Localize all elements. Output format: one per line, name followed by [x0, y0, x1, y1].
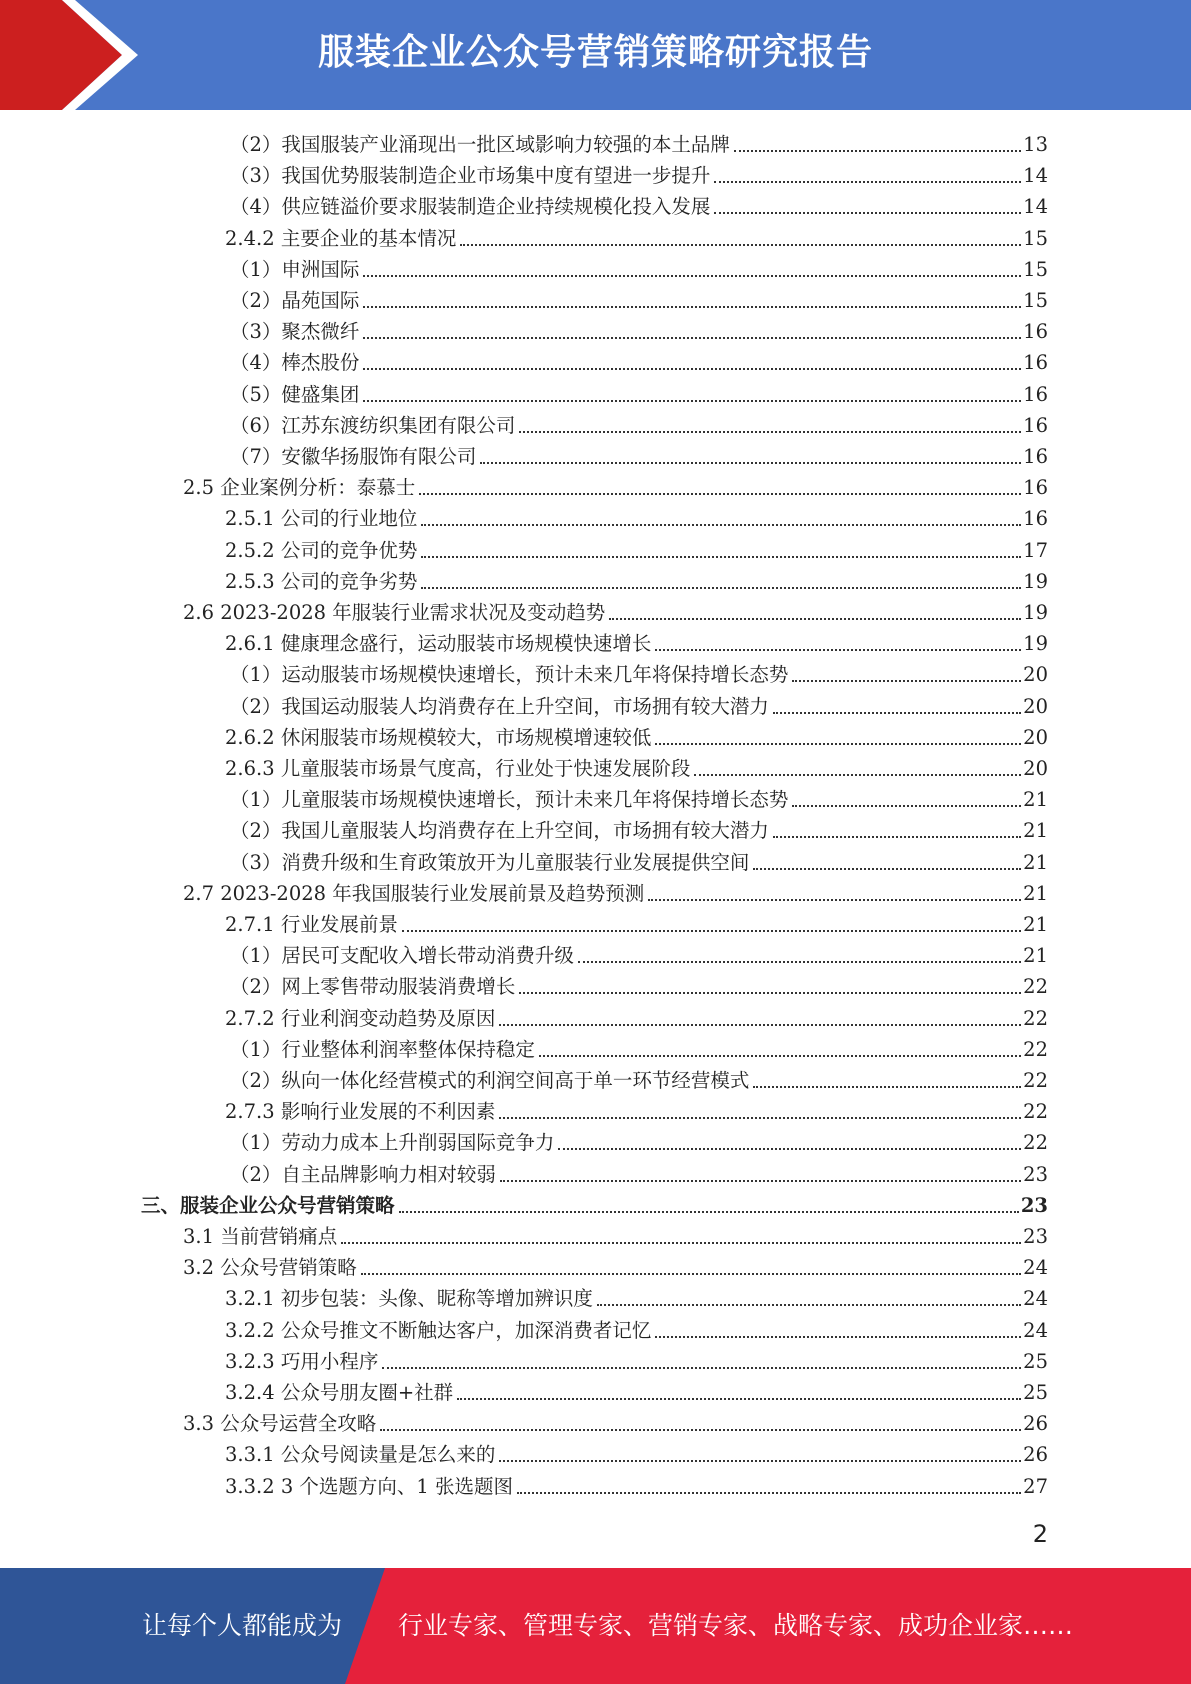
toc-entry[interactable]	[230, 690, 1048, 721]
toc-entry[interactable]	[225, 1376, 1048, 1407]
toc-entry[interactable]	[225, 1438, 1048, 1469]
toc-entry-page: 26	[1023, 1443, 1048, 1467]
toc-entry[interactable]	[183, 471, 1048, 502]
toc-entry[interactable]	[225, 1095, 1048, 1126]
toc-dot-leader	[499, 1024, 1021, 1026]
toc-entry-label: 2.7.1 行业发展前景	[225, 913, 398, 936]
toc-entry-page: 25	[1023, 1349, 1048, 1373]
toc-entry-label: （2）网上零售带动服装消费增长	[230, 975, 516, 999]
toc-entry-label: 2.4.2 主要企业的基本情况	[225, 226, 457, 250]
toc-dot-leader	[421, 524, 1021, 526]
toc-entry-page: 22	[1023, 1006, 1048, 1030]
toc-entry[interactable]	[225, 222, 1048, 253]
toc-entry[interactable]	[183, 596, 1048, 627]
toc-entry-page: 16	[1023, 445, 1048, 468]
toc-dot-leader	[519, 431, 1021, 433]
toc-entry[interactable]	[225, 752, 1048, 783]
toc-entry-label: 2.6 2023-2028 年服装行业需求状况及变动趋势	[183, 601, 606, 624]
toc-dot-leader	[694, 774, 1021, 776]
toc-entry-page: 14	[1023, 164, 1048, 188]
header-banner	[0, 0, 1191, 110]
toc-entry-label: 2.7.3 影响行业发展的不利因素	[225, 1100, 496, 1124]
toc-dot-leader	[500, 1180, 1021, 1182]
toc-dot-leader	[792, 805, 1021, 807]
toc-entry[interactable]	[225, 534, 1048, 565]
toc-entry[interactable]	[230, 284, 1048, 315]
toc-dot-leader	[539, 1055, 1021, 1057]
toc-entry-page: 23	[1020, 1193, 1048, 1217]
toc-entry[interactable]	[230, 939, 1048, 970]
toc-dot-leader	[773, 836, 1021, 838]
toc-entry-label: 2.6.3 儿童服装市场景气度高，行业处于快速发展阶段	[225, 757, 691, 780]
toc-entry-label: （2）我国服装产业涌现出一批区域影响力较强的本土品牌	[230, 133, 730, 156]
toc-entry-page: 16	[1023, 476, 1048, 500]
toc-dot-leader	[380, 1429, 1021, 1431]
toc-entry[interactable]	[225, 908, 1048, 939]
toc-dot-leader	[399, 1211, 1019, 1213]
toc-entry-label: 2.7.2 行业利润变动趋势及原因	[225, 1006, 496, 1030]
toc-dot-leader	[655, 743, 1021, 745]
toc-entry[interactable]	[230, 1033, 1048, 1064]
toc-entry[interactable]	[230, 128, 1048, 159]
toc-dot-leader	[753, 1086, 1021, 1088]
toc-entry-label: （1）儿童服装市场规模快速增长，预计未来几年将保持增长态势	[230, 788, 789, 812]
toc-entry[interactable]	[141, 1189, 1048, 1220]
toc-entry[interactable]	[230, 658, 1048, 689]
toc-entry-page: 22	[1023, 1037, 1048, 1061]
toc-entry-label: 2.6.1 健康理念盛行，运动服装市场规模快速增长	[225, 632, 652, 656]
toc-dot-leader	[648, 899, 1021, 901]
toc-entry[interactable]	[225, 1470, 1048, 1501]
toc-dot-leader	[714, 181, 1021, 183]
toc-dot-leader	[419, 493, 1021, 495]
toc-entry-page: 27	[1023, 1474, 1048, 1498]
toc-entry-label: 3.3.2 3 个选题方向、1 张选题图	[225, 1474, 514, 1498]
footer-banner	[0, 1568, 1191, 1684]
toc-entry[interactable]	[230, 440, 1048, 471]
toc-entry-label: （2）自主品牌影响力相对较弱	[230, 1162, 496, 1186]
toc-entry-label: （4）供应链溢价要求服装制造企业持续规模化投入发展	[230, 195, 711, 219]
toc-entry-label: （2）纵向一体化经营模式的利润空间高于单一环节经营模式	[230, 1069, 750, 1092]
toc-dot-leader	[421, 587, 1021, 589]
toc-entry-page: 16	[1023, 351, 1048, 375]
toc-entry-label: 3.3 公众号运营全攻略	[183, 1412, 377, 1436]
footer-slogan-left: 让每个人都能成为	[142, 1611, 343, 1640]
toc-dot-leader	[499, 1117, 1021, 1119]
toc-entry-page: 23	[1023, 1225, 1048, 1248]
toc-dot-leader	[460, 244, 1021, 246]
page-number: 2	[1032, 1520, 1048, 1548]
toc-entry-label: （3）聚杰微纤	[230, 320, 360, 344]
toc-entry-label: 3.3.1 公众号阅读量是怎么来的	[225, 1443, 496, 1467]
toc-entry-label: 3.2.3 巧用小程序	[225, 1349, 379, 1373]
toc-entry-page: 19	[1023, 632, 1048, 656]
toc-entry[interactable]	[230, 315, 1048, 346]
toc-dot-leader	[517, 1492, 1021, 1494]
toc-entry-page: 19	[1023, 601, 1048, 624]
toc-entry-label: 2.5.3 公司的竞争劣势	[225, 569, 418, 593]
toc-entry-page: 13	[1023, 133, 1048, 156]
toc-entry-page: 16	[1023, 320, 1048, 344]
toc-dot-leader	[753, 868, 1021, 870]
toc-entry[interactable]	[183, 1407, 1048, 1438]
toc-entry-label: （7）安徽华扬服饰有限公司	[230, 445, 477, 468]
toc-dot-leader	[499, 1460, 1021, 1462]
toc-entry[interactable]	[230, 1126, 1048, 1157]
toc-entry-label: （5）健盛集团	[230, 382, 360, 406]
toc-entry-page: 20	[1023, 725, 1048, 749]
toc-entry-page: 24	[1023, 1256, 1048, 1280]
toc-entry-page: 24	[1023, 1318, 1048, 1342]
toc-entry-label: （1）申洲国际	[230, 257, 360, 281]
toc-entry-label: （1）居民可支配收入增长带动消费升级	[230, 944, 574, 968]
toc-entry-label: 3.2.2 公众号推文不断触达客户，加深消费者记忆	[225, 1318, 652, 1342]
toc-entry[interactable]	[225, 1002, 1048, 1033]
toc-entry[interactable]	[225, 565, 1048, 596]
toc-entry-label: （1）劳动力成本上升削弱国际竞争力	[230, 1131, 555, 1155]
toc-dot-leader	[361, 1273, 1021, 1275]
toc-entry[interactable]	[183, 877, 1048, 908]
toc-dot-leader	[363, 306, 1021, 308]
toc-entry-page: 26	[1023, 1412, 1048, 1436]
toc-entry-page: 24	[1023, 1287, 1048, 1311]
toc-entry-page: 20	[1023, 757, 1048, 780]
toc-dot-leader	[341, 1242, 1021, 1244]
toc-entry[interactable]	[183, 1251, 1048, 1282]
toc-entry-label: （2）晶苑国际	[230, 289, 360, 312]
toc-entry[interactable]	[230, 378, 1048, 409]
toc-entry-label: （3）我国优势服装制造企业市场集中度有望进一步提升	[230, 164, 711, 188]
toc-dot-leader	[363, 337, 1021, 339]
toc-entry-page: 16	[1023, 507, 1048, 531]
toc-entry-page: 15	[1023, 289, 1048, 312]
toc-entry-page: 20	[1023, 663, 1048, 687]
toc-dot-leader	[457, 1398, 1021, 1400]
toc-entry-page: 22	[1023, 975, 1048, 999]
toc-entry[interactable]	[225, 721, 1048, 752]
toc-entry[interactable]	[230, 783, 1048, 814]
toc-entry-page: 15	[1023, 226, 1048, 250]
toc-entry-page: 22	[1023, 1131, 1048, 1155]
toc-entry-page: 16	[1023, 382, 1048, 406]
toc-entry-label: 3.2 公众号营销策略	[183, 1256, 357, 1280]
toc-entry-label: （2）我国儿童服装人均消费存在上升空间，市场拥有较大潜力	[230, 819, 769, 843]
toc-entry-page: 14	[1023, 195, 1048, 219]
toc-entry-page: 22	[1023, 1069, 1048, 1092]
toc-entry-label: （1）运动服装市场规模快速增长，预计未来几年将保持增长态势	[230, 663, 789, 687]
toc-entry-label: 2.5.2 公司的竞争优势	[225, 538, 418, 562]
toc-entry[interactable]	[230, 190, 1048, 221]
toc-entry-page: 21	[1023, 913, 1048, 936]
toc-entry-page: 16	[1023, 413, 1048, 437]
toc-dot-leader	[792, 680, 1021, 682]
toc-dot-leader	[363, 368, 1021, 370]
toc-entry-label: 2.5 企业案例分析：泰慕士	[183, 476, 416, 500]
toc-dot-leader	[597, 1304, 1021, 1306]
toc-entry-label: 2.7 2023-2028 年我国服装行业发展前景及趋势预测	[183, 881, 645, 905]
toc-entry[interactable]	[225, 627, 1048, 658]
toc-entry-label: 3.2.1 初步包装：头像、昵称等增加辨识度	[225, 1287, 593, 1311]
toc-entry[interactable]	[230, 253, 1048, 284]
toc-entry-page: 21	[1023, 944, 1048, 968]
toc-entry[interactable]	[230, 1064, 1048, 1095]
toc-entry[interactable]	[230, 814, 1048, 845]
toc-dot-leader	[714, 212, 1021, 214]
toc-entry-page: 17	[1023, 538, 1048, 562]
toc-entry-page: 21	[1023, 881, 1048, 905]
toc-entry-label: （1）行业整体利润率整体保持稳定	[230, 1037, 535, 1061]
toc-dot-leader	[655, 649, 1021, 651]
toc-entry[interactable]	[225, 502, 1048, 533]
toc-entry[interactable]	[225, 1282, 1048, 1313]
toc-entry-label: 3.1 当前营销痛点	[183, 1225, 338, 1248]
toc-dot-leader	[421, 556, 1021, 558]
toc-dot-leader	[480, 462, 1021, 464]
toc-dot-leader	[655, 1336, 1021, 1338]
toc-entry-page: 20	[1023, 694, 1048, 718]
toc-entry[interactable]	[230, 409, 1048, 440]
toc-entry[interactable]	[230, 1158, 1048, 1189]
document-title: 服装企业公众号营销策略研究报告	[317, 32, 873, 73]
toc-entry-page: 25	[1023, 1381, 1048, 1404]
toc-entry-label: 三、服装企业公众号营销策略	[141, 1193, 395, 1217]
toc-entry-label: （6）江苏东渡纺织集团有限公司	[230, 413, 516, 437]
toc-entry-page: 23	[1023, 1162, 1048, 1186]
toc-dot-leader	[558, 1148, 1021, 1150]
toc-dot-leader	[519, 992, 1021, 994]
toc-entry[interactable]	[225, 1314, 1048, 1345]
toc-entry-page: 21	[1023, 819, 1048, 843]
toc-entry[interactable]	[230, 846, 1048, 877]
toc-dot-leader	[402, 930, 1021, 932]
toc-entry[interactable]	[230, 159, 1048, 190]
toc-entry[interactable]	[183, 1220, 1048, 1251]
toc-entry[interactable]	[230, 970, 1048, 1001]
toc-dot-leader	[578, 961, 1021, 963]
toc-entry-label: （2）我国运动服装人均消费存在上升空间，市场拥有较大潜力	[230, 694, 769, 718]
toc-entry-label: （4）棒杰股份	[230, 351, 360, 375]
toc-entry[interactable]	[230, 346, 1048, 377]
toc-entry-page: 21	[1023, 850, 1048, 874]
footer-slogan-right: 行业专家、管理专家、营销专家、战略专家、成功企业家……	[398, 1611, 1074, 1640]
toc-entry-label: 2.5.1 公司的行业地位	[225, 507, 418, 531]
toc-entry-page: 19	[1023, 569, 1048, 593]
toc-entry-label: 3.2.4 公众号朋友圈+社群	[225, 1381, 454, 1404]
toc-dot-leader	[363, 275, 1021, 277]
toc-dot-leader	[773, 712, 1021, 714]
toc-dot-leader	[734, 150, 1021, 152]
toc-entry-label: 2.6.2 休闲服装市场规模较大，市场规模增速较低	[225, 725, 652, 749]
toc-entry-page: 15	[1023, 257, 1048, 281]
toc-dot-leader	[363, 400, 1021, 402]
toc-dot-leader	[609, 618, 1021, 620]
toc-entry[interactable]	[225, 1345, 1048, 1376]
toc-entry-label: （3）消费升级和生育政策放开为儿童服装行业发展提供空间	[230, 850, 750, 874]
toc-entry-page: 21	[1023, 788, 1048, 812]
toc-dot-leader	[382, 1367, 1021, 1369]
toc-entry-page: 22	[1023, 1100, 1048, 1124]
